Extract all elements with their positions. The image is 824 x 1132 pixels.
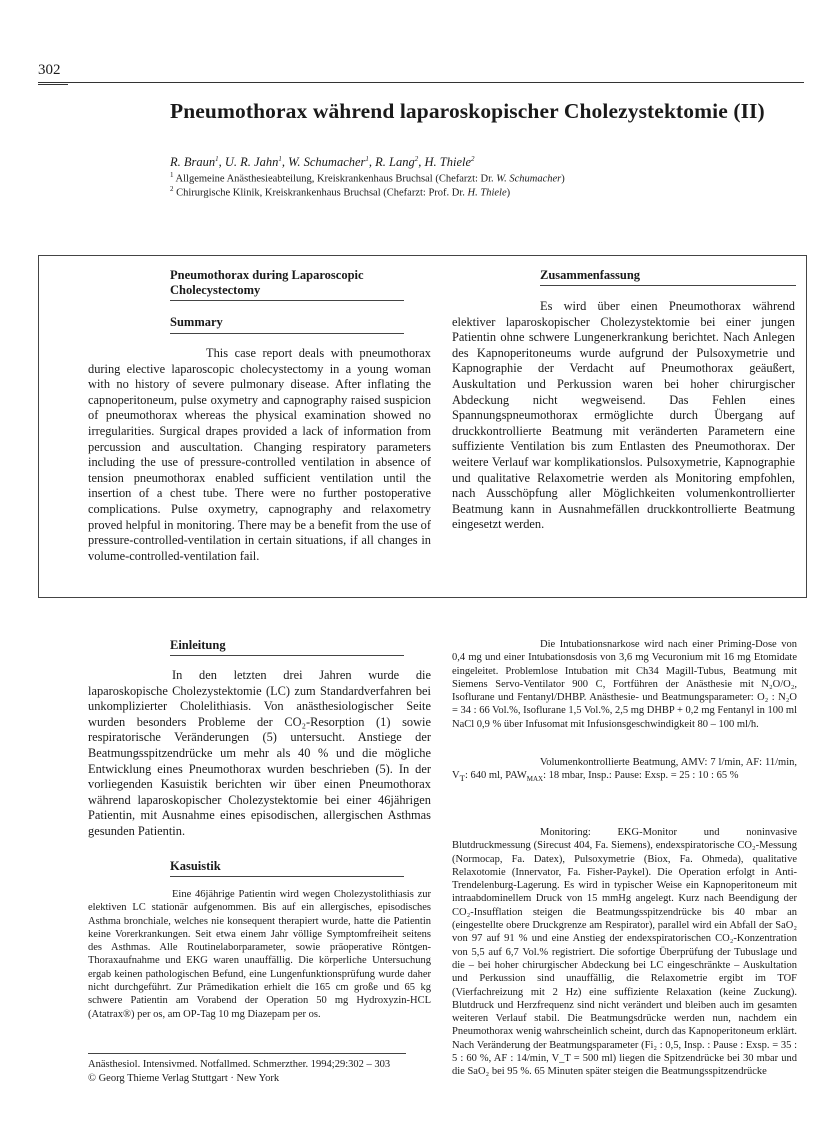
summary-body: This case report deals with pneumothorax during elective laparoscopic cholecystectomy in a young woman with no history of severe pulmonary disease. After inflating the capnoperitoneum, pulse oxymetry and capnography raised suspicion of pneumothorax whereas the physical examination showed no irregularities. Surgical drapes provided a lack of information from percussion and auscultation. Changing respiratory parameters including the use of pressure-controlled ventilation in absence of tension pneumothorax enabled sufficient ventilation until the insertion of a chest tube. There were no further postoperative complications. Pulse oxymetry, capnography and relaxometry proved helpful in monitoring. There may be a benefit from the use of pressure-controlled-ventilation in certain situations, if all changes in volume-controlled-ventilation fail. [88,346,431,563]
zusammenfassung-text [452,299,795,533]
affiliation-1 [170,171,565,185]
author-list: R. Braun$^1$, U. R. Jahn$^1$, W. Schumacher$^1$, R. Lang$^2$, H. Thiele$^2$ [170,155,475,170]
author-name: W. Schumacher [288,155,366,170]
zusammenfassung-heading: Zusammenfassung [540,268,641,282]
author-affiliation-marker: 1 [365,155,369,163]
beatmung-sub-t: T [459,773,465,784]
affiliation-text: Allgemeine Anästhesieabteilung, Kreiskrankenhaus Bruchsal (Chefarzt: Dr. [175,173,497,185]
affiliation-chief: H. Thiele [467,187,507,199]
einleitung-body: In den letzten drei Jahren wurde die laparoskopische Cholezystektomie (LC) zum Standardverfahren bei unkomplizierter Cholelithiasis. Von anästhesiologischer Seite wurden besonders Probleme der CO₂-Resorption (1) sowie respiratorische Veränderungen (5) untersucht. Anstiege der Beatmungsspitzendrücke um mehr als 40 % und die mögliche Entwicklung eines Pneumothorax wurden beschrieben (5). In der vorliegenden Kasuistik berichten wir über einen Pneumothorax während laparoskopischer Cholezystektomie bei einer 46jährigen Patientin, mit Ausnahme eines episodischen, allergischen Asthmas gesunden Patientin. [88,668,431,838]
summary-text [88,346,431,564]
einleitung-heading-rule [170,655,404,656]
kasuistik-heading: Kasuistik [170,859,221,873]
author-name: H. Thiele [424,155,472,170]
beatmung-body-a: Volumenkontrollierte Beatmung, AMV: 7 l/min, AF: 11/min, V [452,757,797,782]
author-affiliation-marker: 1 [278,155,282,163]
abstract-en-heading-line2: Cholecystectomy [170,283,261,297]
article-title: Pneumothorax während laparoskopischer Cholezystektomie (II) [170,99,765,123]
header-rule [38,82,804,83]
affiliation-text: Chirurgische Klinik, Kreiskrankenhaus Bruchsal (Chefarzt: Prof. Dr. [176,187,468,199]
kasuistik-heading-rule [170,876,404,877]
einleitung-text [88,668,431,840]
affiliation-marker: 1 [170,171,174,179]
author-affiliation-marker: 2 [414,155,419,163]
citation-rule [88,1053,406,1054]
zusammenfassung-heading-rule [540,285,796,286]
citation-journal: Anästhesiol. Intensivmed. Notfallmed. Schmerzther. 1994;29:302 – 303 [88,1059,391,1070]
einleitung-heading: Einleitung [170,638,226,652]
beatmung-text [452,756,797,787]
affiliation-2 [170,185,510,199]
author-affiliation-marker: 2 [471,155,475,163]
citation-publisher: © Georg Thieme Verlag Stuttgart · New York [88,1073,280,1084]
kasuistik-text [88,888,431,1021]
beatmung-body-c: : 18 mbar, Insp.: Pause: Exsp. = 25 : 10 : 65 % [543,770,739,782]
beatmung-body-b: : 640 ml, PAW [464,770,527,782]
monitoring-text [452,826,797,1079]
page-number: 302 [38,62,61,78]
summary-heading-rule [170,333,404,334]
abstract-en-heading [170,268,420,298]
monitoring-body: Monitoring: EKG-Monitor und noninvasive Blutdruckmessung (Sirecust 404, Fa. Siemens), endexspiratorische CO₂-Messung (Normocap, Fa. Datex), Pulsoxymetrie (Biox, Fa. Ohmeda), qualitative Relaxotomie (Innervator, Fa. Fisher-Paykel). Die Operation erfolgt in Anti-Trendelenburg-Lagerung. Es wird in typischer Weise ein Kapnoperitoneum mit intraabdominellem Druck von 15 mmHg angelegt. Kurz nach Beendigung der CO₂-Insufflation steigen die Beatmungsspitzendrücke bis 40 mbar an (eingestellte obere Druckgrenze am Respirator), parallel wird ein Abfall der SaO₂ von 97 auf 91 % und eine Anstieg der endexspiratorischen CO₂-Konzentration von 5,5 auf 6,7 Vol.% registriert. Die sofortige Überprüfung der Tubuslage und die – bei hoher chirurgischer Abdeckung bei LC eingeschränkte – Auskultation und Perkussion sind unauffällig, die Relaxometrie ergibt im TOF (Vierfachreizung mit 2 Hz) eine suffiziente Relaxation (keine Zuckung). Blutdruck und Herzfrequenz sind nicht verändert und bleiben auch im gesamten weiteren Verlauf stabil. Die Beatmungsdrücke werden nun, nachdem ein Pneumothorax wenig wahrscheinlich scheint, durch das Kapnoperitoneum erklärt. Nach Veränderung der Beatmungsparameter (Fi₂ : 0,5, Insp. : Pause : Exsp. = 35 : 5 : 60 %, AF : 14/min, V_T = 500 ml) liegen die Spitzendrücke bei 30 mbar und die SaO₂ bei 95 %. 65 Minuten später steigen die Beatmungsspitzendrücke [452,827,797,1078]
affiliation-close: ) [506,187,511,199]
narkose-body: Die Intubationsnarkose wird nach einer Priming-Dose von 0,4 mg und einer Intubationsdosis von 3,6 mg Vecuronium mit 16 mg Etomidate eingeleitet. Problemlose Intubation mit Ch34 Magill-Tubus, Beatmung mit Siemens Servo-Ventilator 900 C, Fortführen der Anästhesie mit N₂O/O₂, Isoflurane und Fentanyl/DHBP. Anästhesie- und Beatmungsparameter: O₂ : N₂O = 34 : 66 Vol.%, Isoflurane 1,5 Vol.%, 2,5 mg DHBP + 0,2 mg Fentanyl in 100 ml NaCl 0,9 % über Infusomat mit Infusionsgeschwindigkeit 80 – 100 ml/h. [452,639,797,730]
author-name: U. R. Jahn [224,155,279,170]
affiliation-chief: W. Schumacher [496,173,562,185]
summary-heading: Summary [170,315,223,329]
author-name: R. Lang [375,155,415,170]
author-name: R. Braun [170,155,216,170]
affiliation-marker: 2 [170,185,174,193]
header-rule-accent [38,84,68,85]
affiliation-close: ) [561,173,565,185]
narkose-text [452,638,797,731]
zusammenfassung-body: Es wird über einen Pneumothorax während elektiver laparoskopischer Cholezystektomie bei einer jungen Patientin ohne schwere Lungenerkrankung berichtet. Nach Anlegen des Kapnoperitoneums wurde aufgrund der Pulsoxymetrie und Kapnographie der Verdacht auf Pneumothorax geäußert, Auskultation und Perkussion waren bei hoher chirurgischer Abdeckung nicht wegweisend. Das Fehlen eines Spannungspneumothorax ermöglichte durch Übergang auf druckkontrollierte Beatmung mit veränderten Parametern eine suffiziente Ventilation bis zum Entlasten des Pneumothorax. Der weitere Verlauf war komplikationslos. Pulsoxymetrie, Kapnographie und qualitative Relaxometrie werden als Monitoring empfohlen, nach Ausschöpfung aller Möglichkeiten volumenkontrollierter Beatmung kann in Ausnahmefällen druckkontrollierte Beatmung eingesetzt werden. [452,299,795,532]
beatmung-sub-max: MAX [526,775,544,784]
abstract-en-heading-line1: Pneumothorax during Laparoscopic [170,268,364,282]
author-affiliation-marker: 1 [215,155,219,163]
abstract-en-heading-rule [170,300,404,301]
kasuistik-body: Eine 46jährige Patientin wird wegen Cholezystolithiasis zur elektiven LC stationär aufgenommen. Bis auf ein allergisches, episodisches Asthma bronchiale, welches nie konsequent therapiert wurde, hatte die Patientin keine Vorerkrankungen. Seit etwa einem Jahr völlige Symptomfreiheit seitens des Asthmas. Alle Routinelaborparameter, sowie präoperative Röntgen-Thoraxaufnahme und EKG waren unauffällig. Die körperliche Untersuchung ergab keinen pathologischen Befund, eine Lungenfunktionsprüfung wurde daher nicht durchgeführt. Zur Prämedikation erhielt die 165 cm große und 65 kg schwere Patientin am Vorabend der Operation 50 mg Hydroxyzin-HCL (Atatrax®) per os, am OP-Tag 10 mg Diazepam per os. [88,889,431,1020]
